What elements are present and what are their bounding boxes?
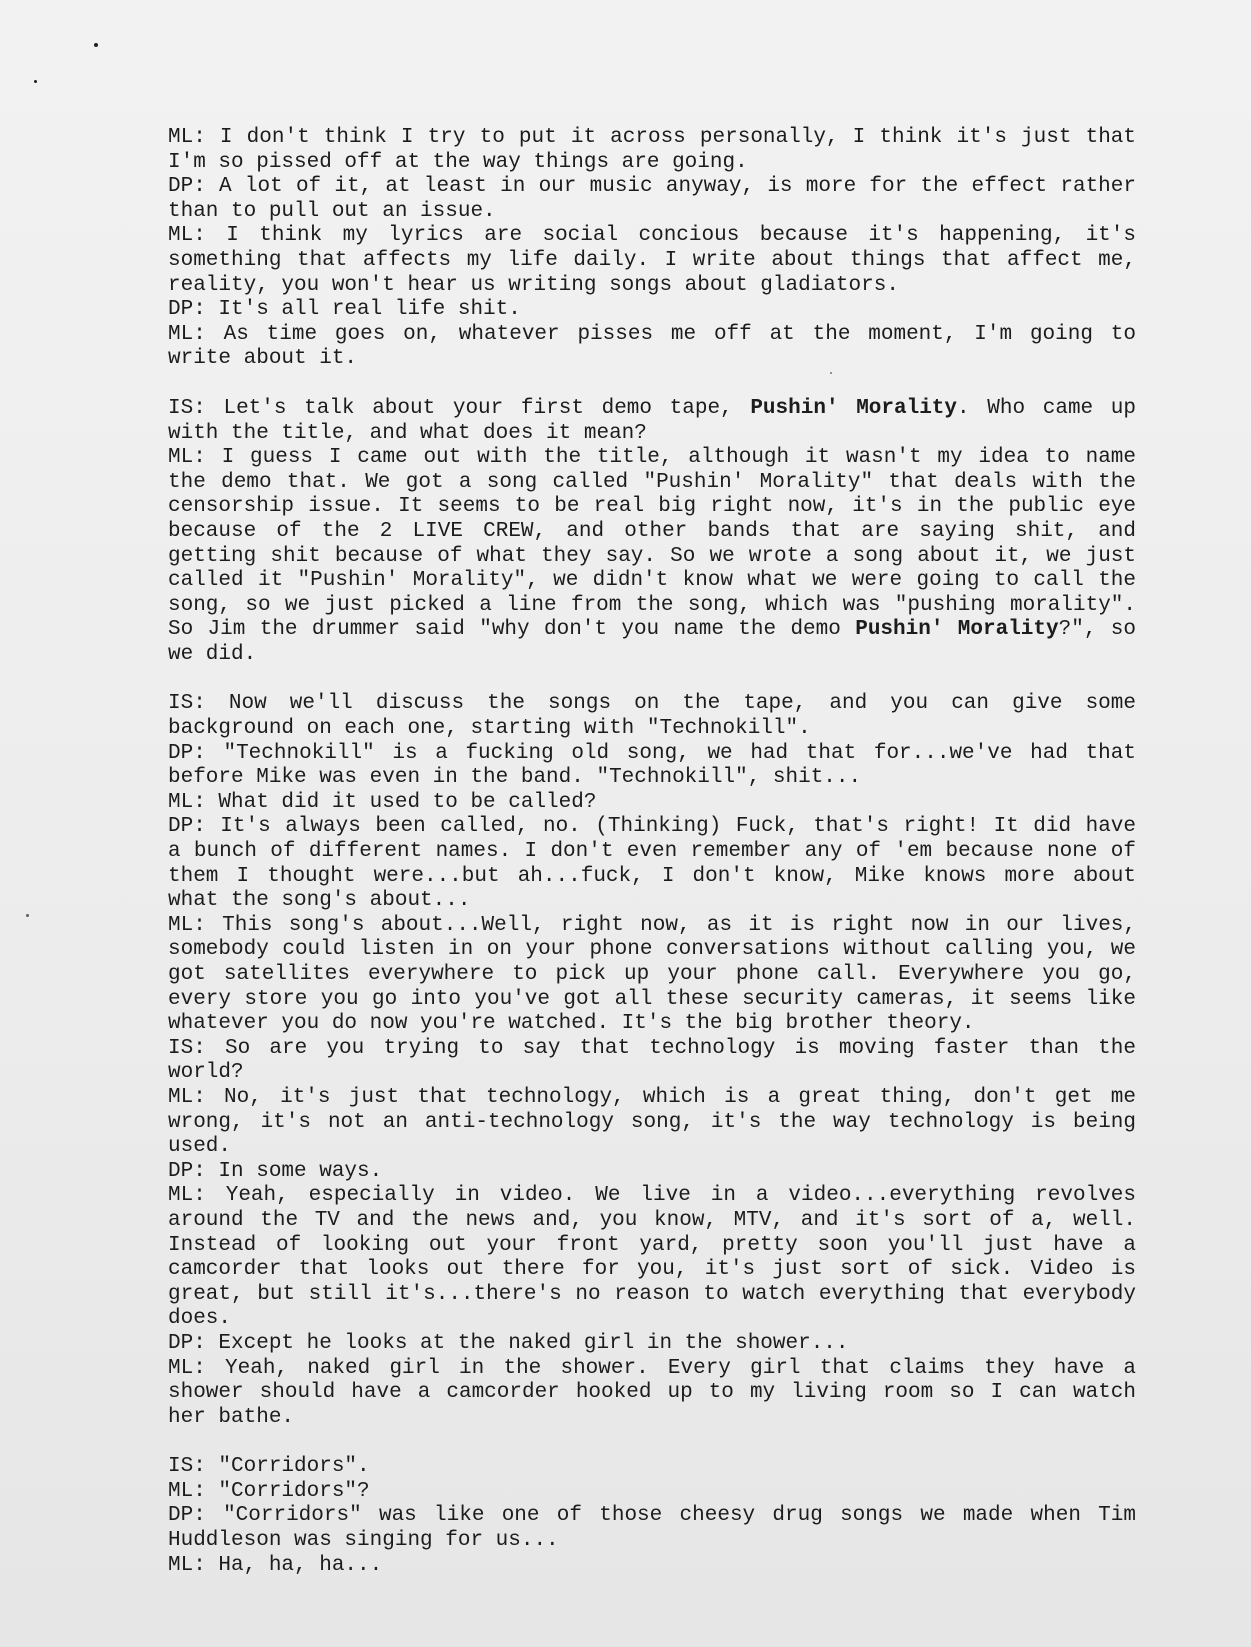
section-gap: [168, 1430, 1136, 1455]
interview-section: [168, 1455, 1136, 1578]
dialogue-text: ML: I think my lyrics are social concious because it's happening, it's something that affects my life daily. I write about things that affect me, reality, you won't hear us writing songs about gladiators.: [168, 224, 1136, 297]
dialogue-text: DP: Except he looks at the naked girl in the shower...: [168, 1331, 849, 1355]
section-gap: [168, 372, 1136, 397]
dialogue-line: [168, 1554, 1136, 1579]
dialogue-line: [168, 397, 1136, 446]
dialogue-text: DP: "Corridors" was like one of those cheesy drug songs we made when Tim Huddleson was singing for us...: [168, 1504, 1136, 1553]
dialogue-text: ML: Ha, ha, ha...: [168, 1553, 383, 1577]
interview-transcript: [168, 126, 1136, 1578]
dialogue-line: [168, 1357, 1136, 1431]
dialogue-text: DP: It's always been called, no. (Thinking) Fuck, that's right! It did have a bunch of different names. I don't even remember any of 'em because none of them I thought were...but ah...fuck, I don't know, Mike knows more about what the song's about...: [168, 815, 1136, 913]
section-gap: [168, 667, 1136, 692]
dialogue-text: ML: No, it's just that technology, which is a great thing, don't get me wrong, it's not an anti-technology song, it's the way technology is being used.: [168, 1085, 1136, 1159]
dialogue-text: ML: Yeah, especially in video. We live in a video...everything revolves around the TV and the news and, you know, MTV, and it's sort of a, well. Instead of looking out your front yard, pretty soon you'll just have a camcorder that looks out there for you, it's just sort of sick. Video is great, but still it's...there's no reason to watch everything that everybody does.: [168, 1184, 1136, 1331]
dialogue-line: [168, 1037, 1136, 1086]
dialogue-line: [168, 791, 1136, 816]
dialogue-text: IS: Now we'll discuss the songs on the tape, and you can give some background on each one, starting with "Technokill".: [168, 692, 1136, 741]
demo-title-emphasis: Pushin' Morality: [855, 618, 1059, 642]
dialogue-line: [168, 126, 1136, 175]
dialogue-line: [168, 1332, 1136, 1357]
dialogue-line: [168, 323, 1136, 372]
dialogue-line: [168, 1160, 1136, 1185]
dialogue-line: [168, 175, 1136, 224]
interview-section: [168, 397, 1136, 668]
dialogue-line: [168, 298, 1136, 323]
dialogue-text: ML: As time goes on, whatever pisses me off at the moment, I'm going to write about it.: [168, 322, 1136, 371]
dialogue-text: IS: Let's talk about your first demo tape,: [168, 396, 751, 420]
interview-section: [168, 692, 1136, 1430]
dialogue-text: IS: "Corridors".: [168, 1455, 370, 1479]
paper-speck: [34, 80, 37, 83]
interview-section: [168, 126, 1136, 372]
dialogue-text: ML: This song's about...Well, right now, as it is right now in our lives, somebody could listen in on your phone conversations without calling you, we got satellites everywhere to pick up your phone call. Everywhere you go, every store you go into you've got all these security cameras, it seems like whatever you do now you're watched. It's the big brother theory.: [168, 913, 1136, 1036]
dialogue-line: [168, 446, 1136, 667]
dialogue-text: ML: Yeah, naked girl in the shower. Every girl that claims they have a shower should have a camcorder hooked up to my living room so I can watch her bathe.: [168, 1356, 1136, 1429]
dialogue-text: . Who came up with the title, and what does it mean?: [168, 396, 1137, 445]
dialogue-line: [168, 1480, 1136, 1505]
dialogue-line: [168, 914, 1136, 1037]
dialogue-text: ?", so we did.: [168, 618, 1136, 666]
dialogue-text: ML: "Corridors"?: [168, 1479, 370, 1503]
dialogue-text: DP: In some ways.: [168, 1159, 383, 1183]
dialogue-text: ML: What did it used to be called?: [168, 790, 597, 814]
dialogue-text: DP: It's all real life shit.: [168, 298, 521, 322]
dialogue-line: [168, 692, 1136, 741]
paper-speck: [94, 43, 98, 47]
demo-title-emphasis: Pushin' Morality: [750, 396, 958, 420]
dialogue-line: [168, 224, 1136, 298]
dialogue-text: DP: "Technokill" is a fucking old song, we had that for...we've had that before Mike was even in the band. "Technokill", shit...: [168, 741, 1136, 790]
dialogue-text: ML: I guess I came out with the title, although it wasn't my idea to name the demo that. We got a song called "Pushin' Morality" that deals with the censorship issue. It seems to be real big right now, it's in the public eye because of the 2 LIVE CREW, and other bands that are saying shit, and getting shit because of what they say. So we wrote a song about it, we just called it "Pushin' Morality", we didn't know what we were going to call the song, so we just picked a line from the song, which was "pushing morality". So Jim the drummer said "why don't you name the demo: [168, 446, 1136, 642]
dialogue-text: DP: A lot of it, at least in our music anyway, is more for the effect rather than to pull out an issue.: [168, 175, 1136, 223]
dialogue-line: [168, 815, 1136, 913]
dialogue-line: [168, 1504, 1136, 1553]
dialogue-text: ML: I don't think I try to put it across personally, I think it's just that I'm so pissed off at the way things are going.: [168, 126, 1136, 174]
dialogue-line: [168, 742, 1136, 791]
dialogue-line: [168, 1086, 1136, 1160]
paper-speck: [26, 914, 29, 917]
dialogue-line: [168, 1184, 1136, 1332]
dialogue-line: [168, 1455, 1136, 1480]
dialogue-text: IS: So are you trying to say that technology is moving faster than the world?: [168, 1036, 1136, 1085]
